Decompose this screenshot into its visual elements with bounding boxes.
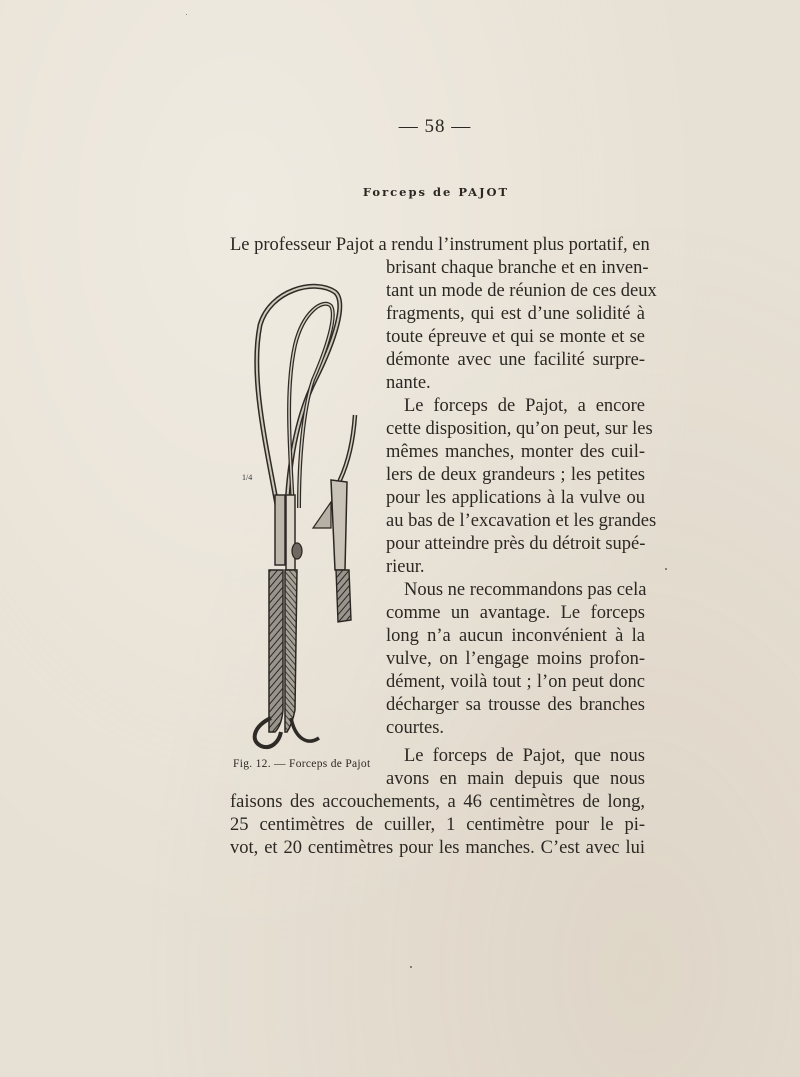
text-line: brisant chaque branche et en inven- [386, 258, 649, 278]
text-line: nante. [386, 373, 431, 393]
text-line: tant un mode de réunion de ces deux [386, 281, 657, 301]
page-number: — 58 — [398, 116, 472, 137]
paper-speck [410, 966, 412, 968]
scale-mark: 1/4 [242, 473, 253, 482]
text-line: fragments, qui est d’une solidité à [386, 304, 645, 324]
text-line: décharger sa trousse des branches [386, 695, 645, 715]
section-heading: Forceps de PAJOT [362, 185, 510, 199]
text-line: mêmes manches, monter des cuil- [386, 442, 645, 462]
text-line: au bas de l’excavation et les grandes [386, 511, 657, 531]
text-line: comme un avantage. Le forceps [386, 603, 645, 623]
paper-speck [186, 14, 187, 15]
paper-speck [665, 568, 667, 570]
text-line: démonte avec une facilité surpre- [386, 350, 645, 370]
text-line: long n’a aucun inconvénient à la [386, 626, 645, 646]
text-line: vot, et 20 centimètres pour les manches. C’est avec lui [230, 838, 645, 858]
text-line: rieur. [386, 557, 425, 577]
text-line: courtes. [386, 718, 445, 738]
text-line: pour les applications à la vulve ou [386, 488, 645, 508]
text-line: 25 centimètres de cuiller, 1 centimètre pour le pi- [230, 815, 645, 835]
text-line: Le forceps de Pajot, que nous [404, 746, 645, 766]
text-line: cette disposition, qu’on peut, sur les [386, 419, 653, 439]
forceps-illustration [235, 270, 380, 750]
figure-caption: Fig. 12. — Forceps de Pajot [233, 758, 371, 770]
text-line: Le forceps de Pajot, a encore [404, 396, 645, 416]
text-line: lers de deux grandeurs ; les petites [386, 465, 645, 485]
text-line: avons en main depuis que nous [386, 769, 645, 789]
text-line: faisons des accouchements, a 46 centimètres de long, [230, 792, 645, 812]
text-line: pour atteindre près du détroit supé- [386, 534, 646, 554]
text-line: Nous ne recommandons pas cela [404, 580, 647, 600]
text-line: vulve, on l’engage moins profon- [386, 649, 645, 669]
text-line: toute épreuve et qui se monte et se [386, 327, 645, 347]
text-line: dément, voilà tout ; l’on peut donc [386, 672, 645, 692]
text-line: Le professeur Pajot a rendu l’instrument plus portatif, en [230, 235, 650, 255]
